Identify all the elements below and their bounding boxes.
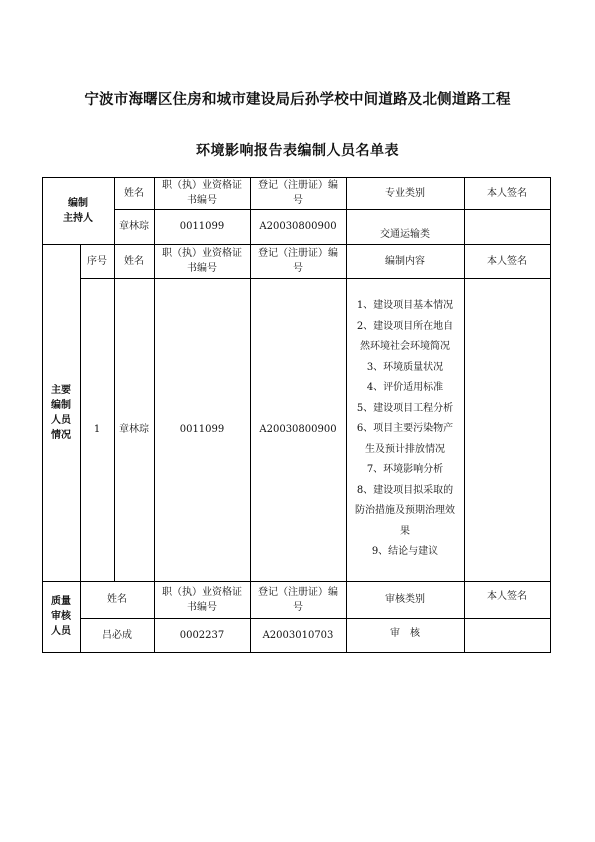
host-name: 章林琮 (119, 221, 149, 232)
header-registration-number: 登记（注册证）编 号 (258, 586, 338, 613)
content-item: 2、建设项目所在地自 (356, 320, 454, 332)
staff-content-list (346, 278, 464, 581)
content-item: 3、环境质量状况 (366, 361, 444, 373)
header-index: 序号 (87, 255, 107, 267)
content-item: 6、项目主要污染物产 (356, 423, 454, 435)
header-cert-number: 职（执）业资格证 书编号 (162, 248, 242, 274)
host-section-label: 编制 主持人 (63, 197, 93, 224)
content-item: 然环境社会环境简况 (360, 341, 450, 353)
table-border-bottom (42, 652, 551, 653)
header-specialty: 专业类别 (385, 187, 425, 199)
staff-index: 1 (93, 424, 101, 435)
review-type: 审 核 (390, 627, 420, 639)
header-review-type: 审核类别 (385, 594, 425, 605)
document-subtitle: 环境影响报告表编制人员名单表 (196, 143, 399, 159)
content-item: 1、建设项目基本情况 (356, 300, 454, 312)
reviewer-signature[interactable] (464, 618, 550, 652)
review-section-label: 质量 审核 人员 (51, 596, 71, 637)
content-item: 生及预计排放情况 (365, 443, 445, 455)
header-content: 编制内容 (385, 255, 425, 267)
staff-name: 章林琮 (119, 424, 149, 435)
main-section-label: 主要 编制 人员 情况 (51, 384, 71, 441)
table-border-right (550, 177, 551, 653)
content-item: 7、环境影响分析 (366, 464, 444, 476)
header-cert-number: 职（执）业资格证 书编号 (162, 180, 242, 206)
header-cert-number: 职（执）业资格证 书编号 (162, 586, 242, 613)
staff-signature[interactable] (464, 278, 550, 581)
staff-cert-number: 0011099 (179, 424, 225, 435)
reviewer-name: 吕必成 (102, 629, 132, 641)
staff-table (42, 177, 551, 653)
header-registration-number: 登记（注册证）编 号 (258, 180, 338, 206)
header-signature: 本人签名 (487, 187, 527, 199)
host-registration-number: A20030800900 (259, 221, 337, 232)
reviewer-registration-number: A2003010703 (262, 629, 334, 641)
host-cert-number: 0011099 (179, 221, 225, 232)
content-item: 5、建设项目工程分析 (356, 402, 454, 414)
header-name: 姓名 (107, 594, 127, 605)
content-item: 4、评价适用标准 (366, 382, 444, 394)
header-signature: 本人签名 (487, 590, 527, 602)
content-item: 果 (400, 525, 410, 537)
content-item: 8、建设项目拟采取的 (356, 484, 454, 496)
header-name: 姓名 (124, 255, 144, 267)
header-name: 姓名 (124, 187, 144, 199)
content-item: 9、结论与建议 (371, 546, 439, 558)
staff-registration-number: A20030800900 (259, 424, 337, 435)
content-item: 防治措施及预期治理效 (355, 505, 455, 517)
header-signature: 本人签名 (487, 255, 527, 267)
host-specialty: 交通运输类 (380, 229, 430, 240)
host-signature[interactable] (464, 209, 550, 244)
document-title: 宁波市海曙区住房和城市建设局后孙学校中间道路及北侧道路工程 (84, 91, 511, 108)
header-registration-number: 登记（注册证）编 号 (258, 248, 338, 274)
reviewer-cert-number: 0002237 (179, 629, 225, 641)
